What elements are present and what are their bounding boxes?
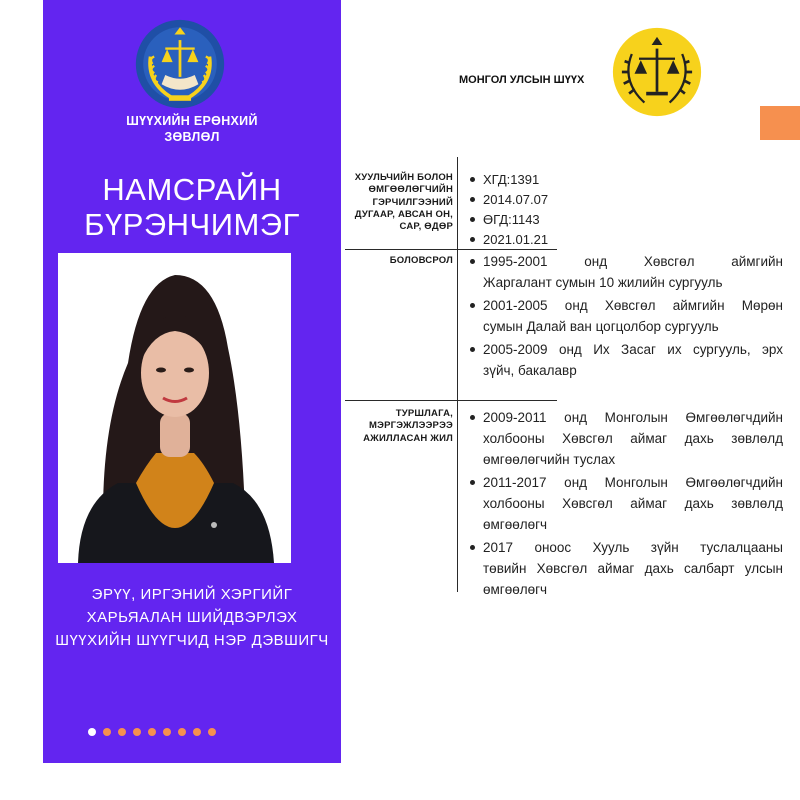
list-item (467, 407, 783, 470)
section-label-line: ТУРШЛАГА, (395, 408, 453, 419)
table-divider-horizontal (345, 400, 557, 401)
table-divider-vertical (457, 157, 458, 592)
list-item: 2021.01.21 (467, 230, 767, 250)
section-label-line: МЭРГЭЖЛЭЭРЭЭ (369, 420, 453, 432)
list-item: ХГД:1391 (467, 170, 767, 190)
carousel-dot[interactable] (88, 728, 96, 736)
carousel-dot[interactable] (103, 728, 111, 736)
list-item-line: 1995-2001 онд Хөвсгөл аймгийн (483, 254, 783, 269)
candidate-role-line: ШҮҮХИЙН ШҮҮГЧИД НЭР ДЭВШИГЧ (55, 632, 329, 649)
list-item (467, 537, 783, 600)
list-item (467, 339, 783, 381)
organization-title-line: ЗӨВЛӨЛ (164, 130, 220, 144)
candidate-surname: НАМСРАЙН (102, 172, 282, 207)
candidate-role-line: ЭРҮҮ, ИРГЭНИЙ ХЭРГИЙГ (91, 586, 293, 603)
carousel-dot[interactable] (208, 728, 216, 736)
list-item-line: өмгөөлөгч (483, 517, 548, 532)
section-label-line: ГЭРЧИЛГЭЭНИЙ (372, 196, 453, 208)
accent-block (760, 106, 800, 140)
carousel-indicator (88, 728, 216, 736)
court-label: МОНГОЛ УЛСЫН ШҮҮХ (459, 74, 585, 86)
list-item-line: 2005-2009 онд Их Засаг их сургууль, эрх (483, 342, 783, 357)
candidate-photo (58, 253, 291, 563)
list-item (467, 295, 783, 337)
candidate-role-line: ХАРЬЯАЛАН ШИЙДВЭРЛЭХ (86, 609, 298, 626)
carousel-dot[interactable] (163, 728, 171, 736)
carousel-dot[interactable] (118, 728, 126, 736)
carousel-dot[interactable] (148, 728, 156, 736)
candidate-given-name: БҮРЭНЧИМЭГ (84, 207, 300, 242)
section-label-experience (343, 408, 453, 445)
organization-title-line: ШҮҮХИЙН ЕРӨНХИЙ (126, 114, 258, 128)
list-item-line: 2011-2017 онд Монголын Өмгөөлөгчдийн (483, 475, 783, 490)
list-item-line: зүйч, бакалавр (483, 363, 577, 378)
section-label-line: САР, ӨДӨР (399, 221, 453, 233)
list-item: 2014.07.07 (467, 190, 767, 210)
carousel-dot[interactable] (178, 728, 186, 736)
carousel-dot[interactable] (133, 728, 141, 736)
certificate-list (467, 170, 767, 250)
carousel-dot[interactable] (193, 728, 201, 736)
list-item-line: 2001-2005 онд Хөвсгөл аймгийн Мөрөн (483, 298, 783, 313)
list-item-line: сумын Далай ван цогцолбор сургууль (483, 319, 719, 334)
section-label-line: ХУУЛЬЧИЙН БОЛОН (354, 172, 453, 183)
list-item-line: холбооны Хөвсгөл аймаг дахь зөвлөлд (483, 431, 783, 446)
section-label-line: АЖИЛЛАСАН ЖИЛ (363, 432, 453, 444)
list-item-line: төвийн Хөвсгөл аймаг дахь салбарт улсын (483, 561, 783, 576)
candidate-role (43, 583, 341, 652)
judicial-council-emblem (134, 18, 226, 110)
list-item (467, 251, 783, 293)
list-item-line: 2017 оноос Хууль зүйн туслалцааны (483, 540, 783, 555)
section-label-line: ӨМГӨӨЛӨГЧИЙН (368, 184, 453, 196)
list-item: ӨГД:1143 (467, 210, 767, 230)
list-item-line: холбооны Хөвсгөл аймаг дахь зөвлөлд (483, 496, 783, 511)
list-item (467, 472, 783, 535)
section-label-line: ДУГААР, АВСАН ОН, (354, 208, 453, 220)
candidate-name (43, 172, 341, 242)
education-list (467, 251, 783, 383)
list-item-line: 2009-2011 онд Монголын Өмгөөлөгчдийн (483, 410, 783, 425)
organization-title (43, 113, 341, 145)
section-label-line: БОЛОВСРОЛ (389, 255, 453, 266)
list-item-line: Жаргалант сумын 10 жилийн сургууль (483, 275, 723, 290)
list-item-line: өмгөөлөгч (483, 582, 548, 597)
section-label-education (343, 255, 453, 267)
mongolian-court-emblem (612, 27, 702, 117)
list-item-line: өмгөөлөгчийн туслах (483, 452, 616, 467)
section-label-certificates (343, 172, 453, 233)
experience-list (467, 407, 783, 602)
